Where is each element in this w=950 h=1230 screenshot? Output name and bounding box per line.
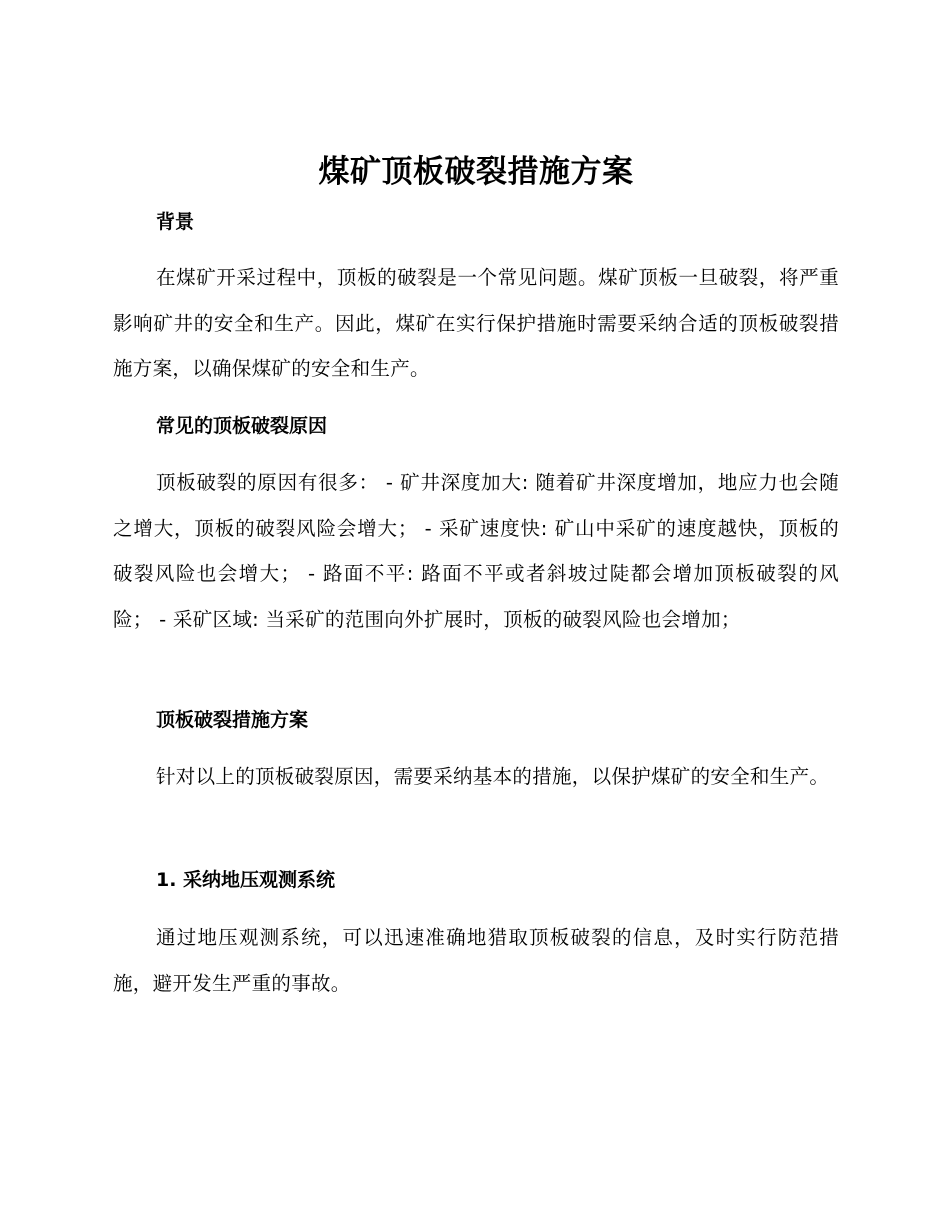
section-paragraph-ground-pressure: 通过地压观测系统，可以迅速准确地猎取顶板破裂的信息，及时实行防范措施，避开发生严重的事故。 xyxy=(113,926,839,995)
section-paragraph-causes: 顶板破裂的原因有很多： - 矿井深度加大: 随着矿井深度增加，地应力也会随之增大，顶板的破裂风险会增大； - 采矿速度快: 矿山中采矿的速度越快，顶板的破裂风险也会增大； - 路面不平: 路面不平或者斜坡过陡都会增加顶板破裂的风险； - 采矿区域: 当采矿的范围向外扩展时，顶板的破裂风险也会增加； xyxy=(113,471,839,631)
section-heading-measures: 顶板破裂措施方案 xyxy=(156,709,309,731)
document-title: 煤矿顶板破裂措施方案 xyxy=(318,154,634,190)
section-paragraph-background: 在煤矿开采过程中，顶板的破裂是一个常见问题。煤矿顶板一旦破裂，将严重影响矿井的安全和生产。因此，煤矿在实行保护措施时需要采纳合适的顶板破裂措施方案，以确保煤矿的安全和生产。 xyxy=(113,266,839,380)
section-heading-background: 背景 xyxy=(156,211,195,233)
section-paragraph-measures: 针对以上的顶板破裂原因，需要采纳基本的措施，以保护煤矿的安全和生产。 xyxy=(156,765,830,788)
section-heading-ground-pressure: 1. 采纳地压观测系统 xyxy=(156,869,336,891)
section-heading-causes: 常见的顶板破裂原因 xyxy=(156,415,328,437)
